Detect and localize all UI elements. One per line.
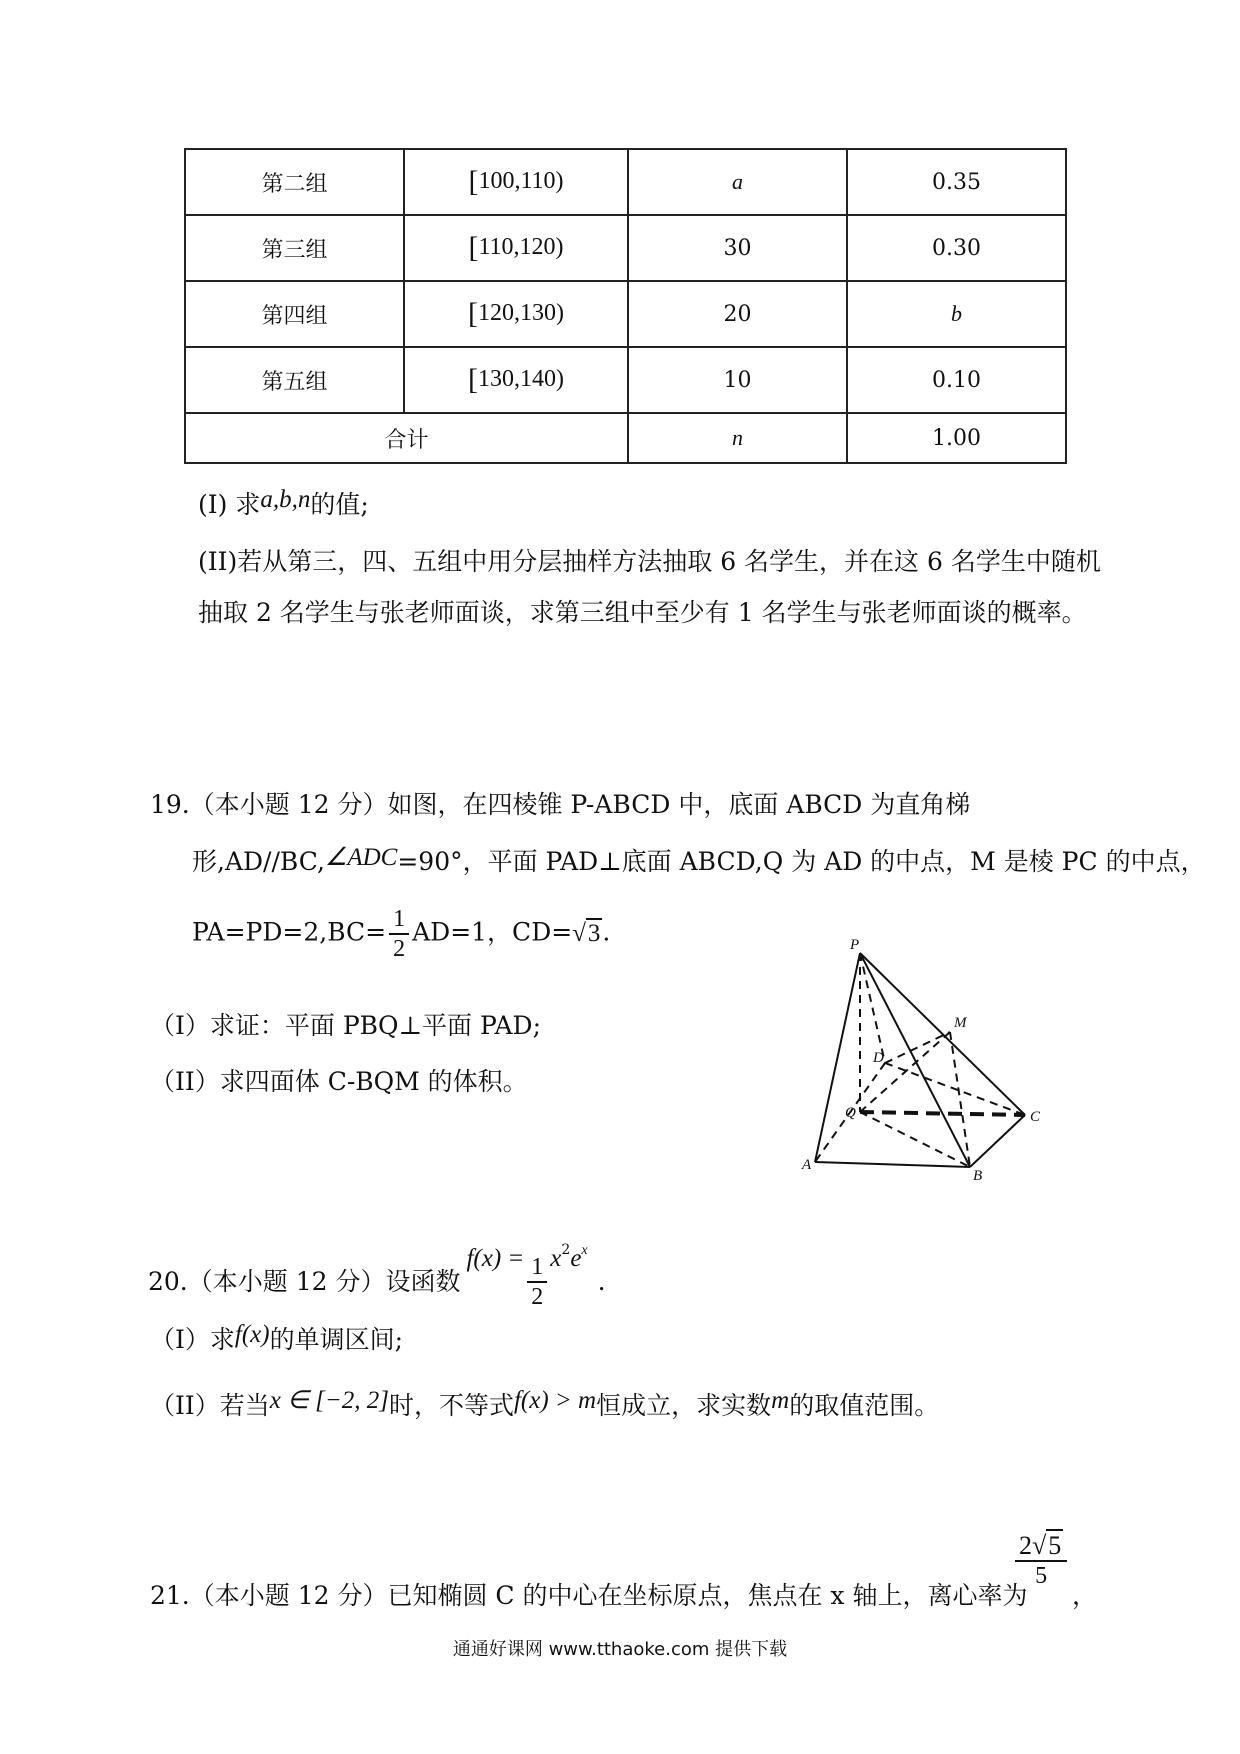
total-count: n bbox=[628, 413, 847, 463]
fraction-half: $\frac{1}{2}$ bbox=[389, 905, 409, 963]
frequency-table bbox=[184, 148, 1067, 464]
q20-part2: （II）若当x ∈ [−2, 2]时，不等式f(x) > m恒成立，求实数m的取值范围。 bbox=[150, 1387, 940, 1420]
label-d: D bbox=[873, 1050, 884, 1066]
table-total-row bbox=[185, 413, 1066, 463]
freq-cell: 0.10 bbox=[847, 347, 1066, 413]
label-b: B bbox=[973, 1168, 983, 1180]
table-row bbox=[185, 347, 1066, 413]
interval-cell: [130,140) bbox=[404, 347, 628, 413]
label-q: Q bbox=[845, 1105, 856, 1121]
table-row bbox=[185, 281, 1066, 347]
table-row bbox=[185, 215, 1066, 281]
q19-line1: 19.（本小题 12 分）如图，在四棱锥 P-ABCD 中，底面 ABCD 为直角梯 bbox=[150, 790, 971, 819]
q19-line3: PA=PD=2,BC= $\frac{1}{2}$ AD=1，CD=√3. bbox=[192, 906, 611, 962]
total-freq: 1.00 bbox=[847, 413, 1066, 463]
freq-cell: 0.35 bbox=[847, 149, 1066, 215]
group-cell: 第四组 bbox=[185, 281, 404, 347]
sqrt-three: √3 bbox=[572, 919, 601, 947]
q19-part1: （I）求证：平面 PBQ⊥平面 PAD; bbox=[150, 1011, 542, 1040]
label-c: C bbox=[1030, 1109, 1041, 1125]
q19-part2: （II）求四面体 C-BQM 的体积。 bbox=[150, 1067, 528, 1096]
count-cell: a bbox=[628, 149, 847, 215]
q21-fraction: $\frac{2√5}{5}$ bbox=[1015, 1532, 1067, 1590]
q19-line2: 形,AD//BC,∠ADC=90°，平面 PAD⊥底面 ABCD,Q 为 AD 的中点，M 是棱 PC 的中点， bbox=[192, 844, 1206, 876]
q18-part2-line1: (II)若从第三，四、五组中用分层抽样方法抽取 6 名学生，并在这 6 名学生中随机 bbox=[198, 547, 1101, 576]
label-p: P bbox=[850, 937, 860, 953]
freq-cell: b bbox=[847, 281, 1066, 347]
interval-cell: [100,110) bbox=[404, 149, 628, 215]
group-cell: 第二组 bbox=[185, 149, 404, 215]
interval-cell: [120,130) bbox=[404, 281, 628, 347]
group-cell: 第五组 bbox=[185, 347, 404, 413]
count-cell: 20 bbox=[628, 281, 847, 347]
total-label: 合计 bbox=[185, 413, 628, 463]
q20-part1: （I）求f(x)的单调区间; bbox=[150, 1321, 404, 1354]
q18-part2-line2: 抽取 2 名学生与张老师面谈，求第三组中至少有 1 名学生与张老师面谈的概率。 bbox=[198, 598, 1087, 627]
pyramid-figure bbox=[790, 935, 1050, 1180]
label-m: M bbox=[954, 1015, 967, 1031]
q21-end: ， bbox=[1072, 1581, 1098, 1610]
table-row bbox=[185, 149, 1066, 215]
freq-cell: 0.30 bbox=[847, 215, 1066, 281]
label-a: A bbox=[802, 1157, 812, 1173]
fraction-half: $\frac{1}{2}$ bbox=[527, 1253, 547, 1311]
group-cell: 第三组 bbox=[185, 215, 404, 281]
q20-line: 20.（本小题 12 分）设函数f(x) = $\frac{1}{2}$ $x^2e^x$. bbox=[148, 1242, 606, 1310]
count-cell: 10 bbox=[628, 347, 847, 413]
count-cell: 30 bbox=[628, 215, 847, 281]
q18-part1: (I) 求a,b,n的值; bbox=[198, 486, 369, 519]
interval-cell: [110,120) bbox=[404, 215, 628, 281]
q21-line: 21.（本小题 12 分）已知椭圆 C 的中心在坐标原点，焦点在 x 轴上，离心率为 bbox=[150, 1581, 1028, 1610]
page-footer: 通通好课网 www.tthaoke.com 提供下载 bbox=[452, 1639, 788, 1660]
